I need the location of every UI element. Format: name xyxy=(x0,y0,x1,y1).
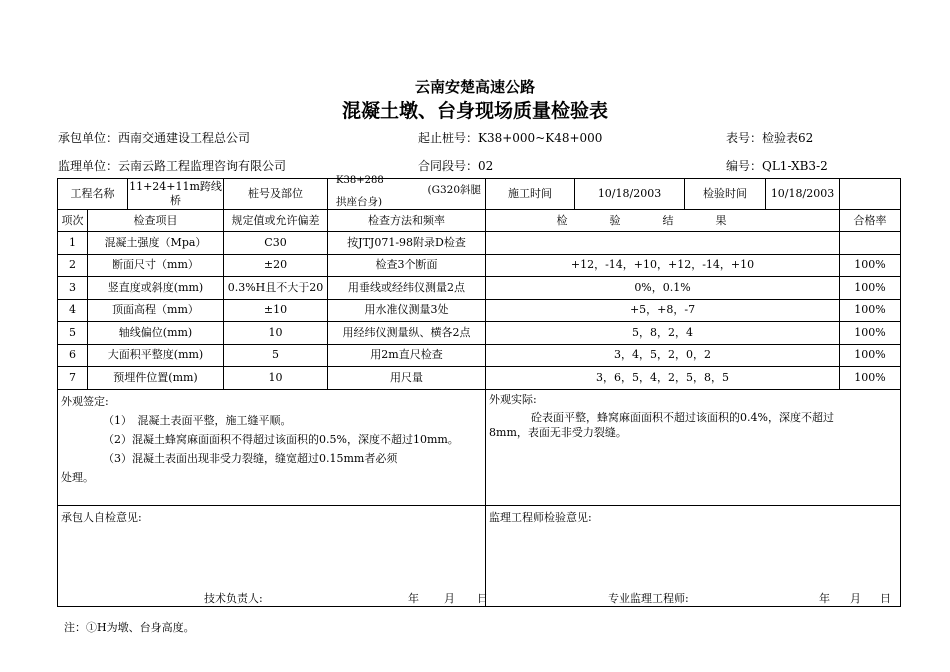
row-spec: 10 xyxy=(224,322,328,345)
inspect-date-overflow xyxy=(840,179,901,210)
location-label: 桩号及部位 xyxy=(224,179,328,210)
row-item: 顶面高程（mm） xyxy=(88,299,224,322)
station-range: 起止桩号：K38+000~K48+000 xyxy=(418,131,603,145)
row-item: 断面尺寸（mm） xyxy=(88,254,224,277)
row-no: 2 xyxy=(58,254,88,277)
row-spec: 5 xyxy=(224,344,328,367)
appearance-spec-cell xyxy=(58,389,486,505)
contractor-day: 日 xyxy=(477,591,488,605)
inspect-time-label: 检验时间 xyxy=(685,179,766,209)
appearance-actual-cell xyxy=(486,389,901,505)
col-no: 项次 xyxy=(58,210,88,232)
construct-time-label: 施工时间 xyxy=(486,179,575,210)
row-rate: 100% xyxy=(840,299,901,322)
form-title: 混凝土墩、台身现场质量检验表 xyxy=(341,100,608,122)
engineer-signature: 专业监理工程师: xyxy=(608,591,689,605)
supervisor-opinion-cell xyxy=(486,505,901,606)
row-spec: C30 xyxy=(224,232,328,255)
row-no: 4 xyxy=(58,299,88,322)
construct-date: 10/18/2003 xyxy=(575,179,685,210)
table-row xyxy=(58,299,901,322)
row-no: 7 xyxy=(58,367,88,390)
supervisor-unit: 监理单位：云南云路工程监理咨询有限公司 xyxy=(58,159,287,173)
col-method: 检查方法和频率 xyxy=(328,210,486,232)
row-rate: 100% xyxy=(840,277,901,300)
table-row xyxy=(58,254,901,277)
contractor-unit: 承包单位：西南交通建设工程总公司 xyxy=(58,131,251,145)
appearance-actual-line-2: 8mm，表面无非受力裂缝。 xyxy=(489,425,627,439)
row-no: 5 xyxy=(58,322,88,345)
appearance-actual-label: 外观实际: xyxy=(489,392,537,406)
row-item: 预埋件位置(mm) xyxy=(88,367,224,390)
inspect-date: 10/18/2003 xyxy=(770,187,835,200)
row-result xyxy=(486,232,840,255)
appearance-actual-line-1: 砼表面平整，蜂窝麻面面积不超过该面积的0.4%，深度不超过 xyxy=(531,410,834,424)
contractor-year: 年 xyxy=(408,591,419,605)
row-result: 3，6，5，4，2，5，8，5 xyxy=(486,367,840,390)
row-result: 0%，0.1% xyxy=(486,277,840,300)
table-row xyxy=(58,322,901,345)
row-method: 检查3个断面 xyxy=(328,254,486,277)
form-number: 表号：检验表62 xyxy=(726,131,814,145)
row-item: 混凝土强度（Mpa） xyxy=(88,232,224,255)
supervisor-month: 月 xyxy=(850,591,862,605)
row-no: 1 xyxy=(58,232,88,255)
row-result: +12，-14，+10，+12，-14，+10 xyxy=(486,254,840,277)
location-line-3: 拱座台身) xyxy=(336,196,383,208)
opinion-row xyxy=(58,505,901,606)
row-rate xyxy=(840,232,901,255)
row-no: 3 xyxy=(58,277,88,300)
appearance-spec-line-1: （1） 混凝土表面平整，施工缝平顺。 xyxy=(103,413,292,427)
footnote: 注：①H为墩、台身高度。 xyxy=(64,621,195,634)
row-spec: ±20 xyxy=(224,254,328,277)
row-method: 按JTJ071-98附录D检查 xyxy=(328,232,486,255)
contract-section: 合同段号：02 xyxy=(418,159,494,173)
project-title: 云南安楚高速公路 xyxy=(414,78,535,96)
row-result: 5，8，2，4 xyxy=(486,322,840,345)
table-row xyxy=(58,344,901,367)
inspection-table xyxy=(57,175,901,607)
column-header-row xyxy=(58,210,901,232)
location-value xyxy=(328,175,486,210)
row-method: 用经纬仪测量纵、横各2点 xyxy=(328,322,486,345)
table-row xyxy=(58,367,901,390)
table-row xyxy=(58,232,901,255)
row-method: 用尺量 xyxy=(328,367,486,390)
appearance-spec-line-3: （3）混凝土表面出现非受力裂缝，缝宽超过0.15mm者必须 xyxy=(103,451,398,465)
row-rate: 100% xyxy=(840,254,901,277)
appearance-spec-label: 外观签定: xyxy=(61,394,109,408)
project-name-value: 11+24+11m跨线桥 xyxy=(129,180,222,207)
contractor-month: 月 xyxy=(444,591,455,605)
supervisor-day: 日 xyxy=(880,591,892,605)
col-item: 检查项目 xyxy=(88,210,224,232)
col-result: 检验结果 xyxy=(486,210,840,232)
location-line-1: K38+288 xyxy=(336,175,384,186)
contractor-opinion-label: 承包人自检意见: xyxy=(61,510,142,524)
table-row xyxy=(58,277,901,300)
inspect-time-cell xyxy=(685,179,840,210)
tech-lead-signature: 技术负责人: xyxy=(204,591,263,605)
row-result: +5，+8，-7 xyxy=(486,299,840,322)
appearance-spec-line-4: 处理。 xyxy=(61,470,94,484)
row-item: 轴线偏位(mm) xyxy=(88,322,224,345)
supervisor-opinion-label: 监理工程师检验意见: xyxy=(489,510,592,524)
col-rate: 合格率 xyxy=(840,210,901,232)
col-spec: 规定值或允许偏差 xyxy=(224,210,328,232)
project-name-label: 工程名称 xyxy=(58,179,128,209)
row-method: 用水准仪测量3处 xyxy=(328,299,486,322)
appearance-row xyxy=(58,389,901,505)
row-result: 3，4，5，2，0，2 xyxy=(486,344,840,367)
serial-number: 编号：QL1-XB3-2 xyxy=(726,159,828,173)
supervisor-year: 年 xyxy=(819,591,831,605)
row-no: 6 xyxy=(58,344,88,367)
row-item: 竖直度或斜度(mm) xyxy=(88,277,224,300)
project-name-cell xyxy=(58,179,224,210)
row-rate: 100% xyxy=(840,322,901,345)
row-spec: 0.3%H且不大于20 xyxy=(224,277,328,300)
contractor-opinion-cell xyxy=(58,505,486,606)
row-item: 大面积平整度(mm) xyxy=(88,344,224,367)
row-spec: ±10 xyxy=(224,299,328,322)
row-spec: 10 xyxy=(224,367,328,390)
appearance-spec-line-2: （2）混凝土蜂窝麻面面积不得超过该面积的0.5%，深度不超过10mm。 xyxy=(103,432,459,446)
location-line-2: (G320斜腿 xyxy=(427,184,482,196)
info-row xyxy=(58,179,901,210)
row-method: 用2m直尺检查 xyxy=(328,344,486,367)
row-rate: 100% xyxy=(840,344,901,367)
row-method: 用垂线或经纬仪测量2点 xyxy=(328,277,486,300)
row-rate: 100% xyxy=(840,367,901,390)
